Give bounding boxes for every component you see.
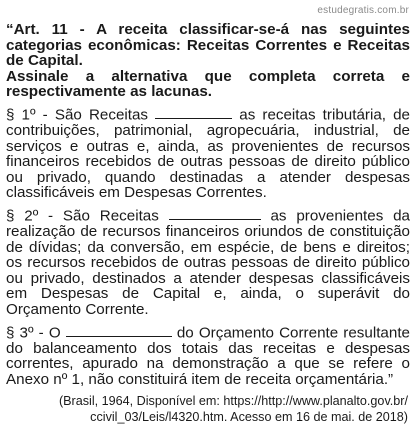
source-citation-line-1: (Brasil, 1964, Disponível em: https://http://www.planalto.gov.br/ [58,394,408,409]
site-watermark: estudegratis.com.br [317,5,409,16]
paragraph-3-start: § 3º - O [6,324,66,341]
source-citation [6,393,410,425]
paragraph-1 [6,104,410,201]
paragraph-2 [6,205,410,318]
question-body [6,22,410,425]
blank-1 [155,104,232,119]
question-instruction: Assinale a alternativa que completa correta e respectivamente as lacunas. [6,67,410,101]
paragraph-1-start: § 1º - São Receitas [6,106,156,124]
paragraph-3 [6,322,410,388]
article-heading: “Art. 11 - A receita classificar-se-á nas seguintes categorias econômicas: Receitas Correntes e Receitas de Capital. [6,21,410,70]
paragraph-1-end: as receitas tributária, de contribuições, patrimonial, agropecuária, industrial, de serviços e outras e, ainda, as provenientes de recursos financeiros recebidos de outras pessoas de direito público ou privado, quando destinadas a atender despesas classificáveis em Despesas Correntes. [6,106,410,202]
paragraph-3-end: do Orçamento Corrente resultante do balanceamento dos totais das receitas e despesas correntes, apurado na demonstração a que se refere o Anexo nº 1, não constituirá item de receita orçamentária.” [6,324,410,388]
paragraph-2-end: as provenientes da realização de recursos financeiros oriundos de constituição de dívidas; da conversão, em espécie, de bens e direitos; os recursos recebidos de outras pessoas de direito público ou privado, destinados a atender despesas classificáveis em Despesas de Capital e, ainda, o superávit do Orçamento Corrente. [6,207,410,318]
source-citation-line-2: ccivil_03/Leis/l4320.htm. Acesso em 16 de mai. de 2018) [90,410,408,425]
blank-3 [66,322,172,337]
blank-2 [169,205,261,220]
paragraph-2-start: § 2º - São Receitas [6,207,169,225]
